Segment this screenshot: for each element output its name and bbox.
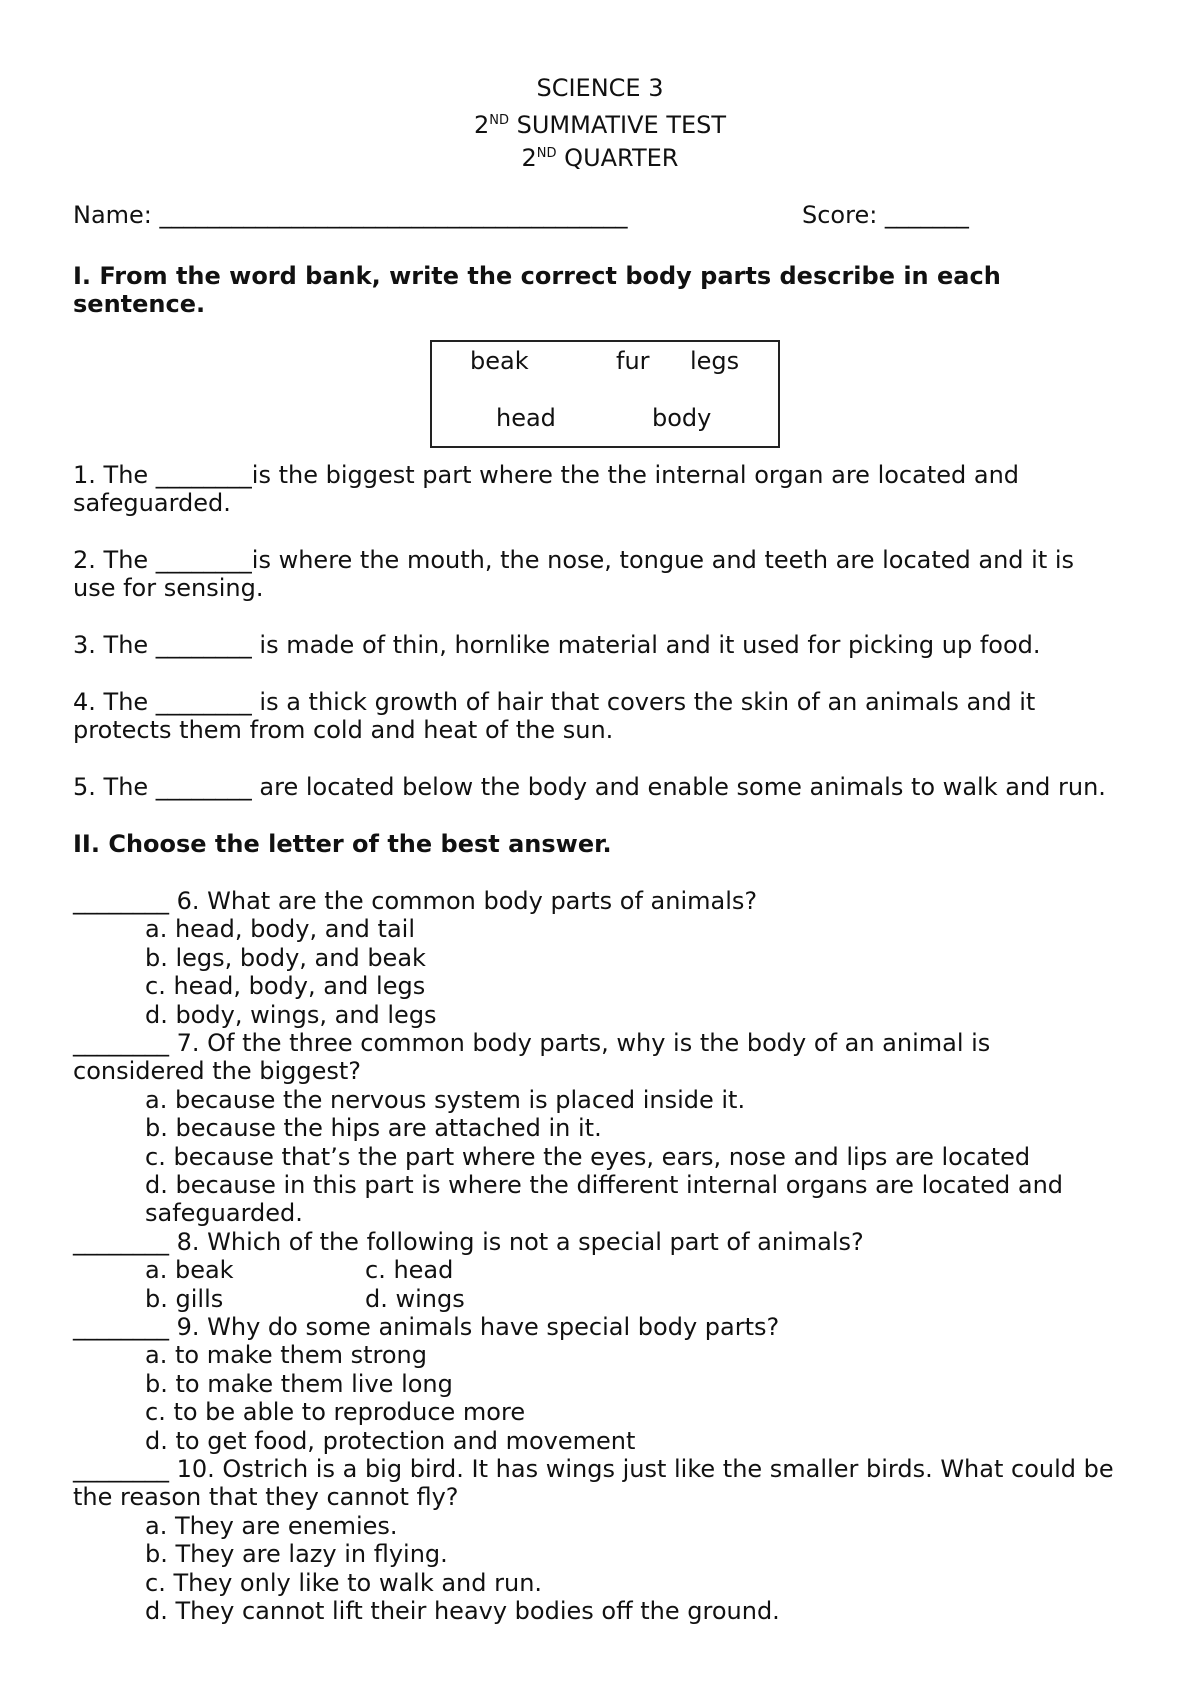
choice-8d: d. wings [365, 1285, 465, 1313]
question-10: ________ 10. Ostrich is a big bird. It has wings just like the smaller birds. What could be [73, 1455, 1114, 1483]
question-10-cont: the reason that they cannot fly? [73, 1483, 459, 1511]
choice-7a: a. because the nervous system is placed inside it. [145, 1086, 746, 1114]
choice-9d: d. to get food, protection and movement [145, 1427, 636, 1455]
choice-9c: c. to be able to reproduce more [145, 1398, 526, 1426]
question-6: ________ 6. What are the common body parts of animals? [73, 887, 758, 915]
choice-10d: d. They cannot lift their heavy bodies off the ground. [145, 1597, 780, 1625]
section2-instruction: II. Choose the letter of the best answer. [73, 830, 612, 858]
name-field[interactable]: Name: _______________________________________ [73, 201, 628, 229]
choice-7b: b. because the hips are attached in it. [145, 1114, 602, 1142]
word-bank [430, 340, 780, 448]
test-subtitle: 2ND SUMMATIVE TEST [473, 111, 727, 139]
question-2: 2. The ________is where the mouth, the nose, tongue and teeth are located and it is [73, 546, 1075, 574]
question-9: ________ 9. Why do some animals have special body parts? [73, 1313, 780, 1341]
word-bank-item: fur [616, 347, 650, 375]
question-2-cont: use for sensing. [73, 574, 264, 602]
score-field[interactable]: Score: _______ [802, 201, 969, 229]
choice-6c: c. head, body, and legs [145, 972, 426, 1000]
word-bank-item: legs [690, 347, 740, 375]
question-8: ________ 8. Which of the following is not a special part of animals? [73, 1228, 864, 1256]
choice-7c: c. because that’s the part where the eyes, ears, nose and lips are located [145, 1143, 1031, 1171]
question-1: 1. The ________is the biggest part where the the internal organ are located and [73, 461, 1020, 489]
choice-10a: a. They are enemies. [145, 1512, 398, 1540]
choice-9b: b. to make them live long [145, 1370, 453, 1398]
question-7-cont: considered the biggest? [73, 1057, 362, 1085]
choice-8b: b. gills [145, 1285, 224, 1313]
choice-10b: b. They are lazy in flying. [145, 1540, 448, 1568]
section1-instruction: I. From the word bank, write the correct body parts describe in each [73, 262, 1001, 290]
word-bank-item: head [496, 404, 556, 432]
question-4: 4. The ________ is a thick growth of hair that covers the skin of an animals and it [73, 688, 1036, 716]
choice-8a: a. beak [145, 1256, 234, 1284]
choice-7d: d. because in this part is where the different internal organs are located and [145, 1171, 1064, 1199]
choice-6a: a. head, body, and tail [145, 915, 415, 943]
word-bank-item: body [652, 404, 712, 432]
word-bank-item: beak [470, 347, 529, 375]
section1-instruction-cont: sentence. [73, 290, 206, 318]
choice-10c: c. They only like to walk and run. [145, 1569, 543, 1597]
choice-7d-cont: safeguarded. [145, 1199, 303, 1227]
question-3: 3. The ________ is made of thin, hornlike material and it used for picking up food. [73, 631, 1041, 659]
quarter-subtitle: 2ND QUARTER [521, 144, 679, 172]
choice-9a: a. to make them strong [145, 1341, 427, 1369]
choice-6d: d. body, wings, and legs [145, 1001, 437, 1029]
question-7: ________ 7. Of the three common body parts, why is the body of an animal is [73, 1029, 991, 1057]
question-4-cont: protects them from cold and heat of the sun. [73, 716, 614, 744]
choice-6b: b. legs, body, and beak [145, 944, 426, 972]
choice-8c: c. head [365, 1256, 454, 1284]
question-1-cont: safeguarded. [73, 489, 231, 517]
question-5: 5. The ________ are located below the body and enable some animals to walk and run. [73, 773, 1106, 801]
page-title: SCIENCE 3 [536, 74, 664, 102]
